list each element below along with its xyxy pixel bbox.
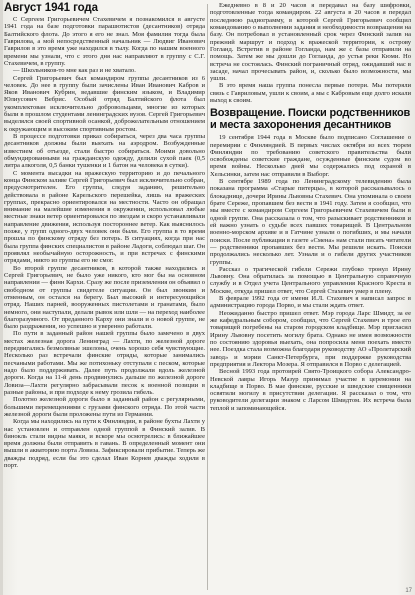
article-paragraph: Весной 1993 года протоирей Свято-Троицкого собора Александро-Невской лавры Игорь Мазур принимал участие в церемонии на кладбище в Порво. В мае финские, русские и шведские священники освятили могилу в присутствии делегации. Я рассказал о том, что руководители делегации знаком с Ларсом Шмидтом. Их встреча была теплой и запоминающейся.: [210, 368, 411, 412]
article-paragraph: В феврале 1992 года от имени И.Л. Стахевич я написал запрос в администрацию города Порво, и мы стали ждать ответ.: [210, 295, 411, 310]
left-column: [4, 2, 205, 592]
article-paragraph: По пути в заданный район нашей группы было замечено в двух местах железная дорога Ленинград — Лахти, по железной дороге передвигались безмолвные эшелоны, очень хорошо себя чувствующие. Несколько раз встречали финские отряды, которые занимались песчаными работами. Мы же потихоньку отступали с песком, которые надо было поддерживать. Далее путь продолжали вдоль железной дороги. Когда на 11-й день продвинулись дальше по железной дороге Ловиза—Лахти регулярно забрасывали песок к военной позиции в разные районы, и при подходе к нему грозила гибель.: [4, 330, 205, 396]
article-paragraph: Ежедневно в 8 и 20 часов я передавал на базу шифровки, подготовленные тогда командиром. 22 августа в 20 часов я передал последнюю радиограмму, в которой Сергей Григорьевич сообщил командованию о выполнении задания и необходимости возвращения на базу. Он потребовал в установленный срок через Финский залив на прежний маршрут и подход к вражеской территории, к острову Гогланд. Встретив в районе Гогланда, нам же с базы отправили на помощь. Затем же мы дошли до Гогланда, до устья реки Кюми. Но встреча не состоялась. Финский пограничный отряд, ожидавший нас в засаде, начал прочесывать район, и, сколько было возможности, мы ушли.: [210, 2, 411, 83]
article-paragraph: Когда мы находились на пути к Финляндии, в районе бухты Лахти у нас установлен и отправлен одной группой в Финский залив. В бинокль стали видны маяки, и вскоре мы осмотрелись: в ближайшее время должны были отправить в гавань. В определенный момент они вышли в акваторию порта Ловиза. Зафиксировали прибытие. Теперь же дважды подряд, если бы это сделал Иван Корнев дважды ходили в порт.: [4, 418, 205, 470]
article-paragraph: Полотно железной дороги было в заданный район с регулярными, большими перемещениями с грузами финского отряда. По этой части железной дороги были проложены пути из Германии.: [4, 396, 205, 418]
article-paragraph: Рассказ о трагической гибели Сережи глубоко тронул Ирину Львовну. Она обратилась за помощью в Центральную справочную службу и в Отдел учета Центрального управления Красного Креста в Москве, откуда пришел ответ, что Сергей Стахевич умер в плену.: [210, 265, 411, 295]
article-paragraph: Неожиданно быстро пришел ответ. Мэр города Ларс Шмидт, за ее же кафедральным собором, сообщил, что Сергей Стахевич и трое его товарищей погребены на старом городском кладбище. Мэр пригласил Ирину Львовну посетить могилу брата. Однако не имея возможности по состоянию здоровья выехать, она попросила меня поехать вместо нее. Поездка стала возможна благодаря руководству АО «Пролетарский завод» и мэрии Санкт-Петербурга, при поддержке руководства предприятия и Лектора Мозера. Я отправился в Порво с делегацией.: [210, 309, 411, 368]
article-paragraph: Во второй группе десантников, в которой также находились и Сергей Григорьевич, не было уже никого, кто мог бы на основном направлении — финн Кархи. Сразу же после приземления он объявил о свободном от группы свидетеле ситуации. Он был звонким и отменным, он остался на берегу. Был высокий и интересующийся отряд. Наших парней, вооруженных пистолетами и гранатами, было немного, они наступали, делали рывок или шли — на переход наиболее благоразумного. От преданного Карху они знали и о новой группе, не было раздражения, но успешно и уверенно работали.: [4, 264, 205, 331]
article-paragraph: В сентябре 1989 года по Ленинградскому телевидению была показана программа «Старые питерцы», в которой рассказывалось о блокаднице, дочери Ирины Львовны Стахевич. Она упоминала о своем брате Сереже, пропавшем без вести в 1941 году. Затем я сообщил, что мы вместе с командиром Сергеем Григорьевичем Стахевичем были в одной группе. Она рассказала о том, что разыскивает родственников и ей важно узнать о судьбе всех павших товарищей. В Центральном военно-морском архиве и в Гатчине узнали о погибших, и мы начали поиски. После публикации в газете «Смена» нам стали писать читатели — родственники пропавших без вести. Мы решили искать. Поиски продолжались несколько лет. Узнали и о гибели других участников группы.: [210, 178, 411, 266]
article-paragraph: В это время наша группа понесла первые потери. Мы потеряли связь с Гавриловым, ушли к своим, а мы с Кабровым еще долго искали выход к своим.: [210, 82, 411, 105]
article-paragraph: — Школьников-то мне как раз и не хватало.: [13, 67, 136, 75]
section-heading-return: Возвращение. Поиски родственников и места захоронения десантников: [210, 107, 411, 131]
page-binding-edge: [0, 0, 3, 595]
article-paragraph: С Сергеем Григорьевичем Стахевичем я познакомился в августе 1941 года на базе подготовки парашютистов (десантников) отряда Балтийского флота. До этого я его не знал. Моя фамилия тогда была Гаврилова, а мой непосредственный начальник — Людвиг Иванович Гаврилов в это время уже находился в тылу. Когда по нашим военного времени мы узнали, что с этого дня нас направляют в группу с С.Г. Стахевичем, в группу.: [4, 16, 205, 67]
page-number: 17: [405, 588, 412, 594]
article-paragraph: 19 сентября 1944 года в Москве было подписано Соглашение о перемирии с Финляндией. В первых числах октября из всех тюрем Финляндии по требованию советского правительства были освобождены советские граждане, осужденные финским судом во время войны. Несколько дней мы содержались под охраной в Хельсинки, затем нас отправили в Выборг.: [210, 134, 411, 178]
section-heading-august-1941: Август 1941 года: [4, 2, 98, 14]
right-column: [210, 2, 411, 592]
article-paragraph: Сергей Григорьевич был командиром группы десантников из 6 человек. До нее в группу были зачислены Иван Иванович Кабров и Яков Иванович Кубрин, ведавшие финским языком, и Владимир Юлиусович Вебрис. Особый отряд Балтийского флота был укомплектован исключительно добровольцами, многие из которых были в прошлом студентами ленинградских вузов. Сергей Григорьевич выделялся своей спортивной осанкой, доброжелательным отношением к окружающим и высоким спортивным ростом.: [4, 74, 205, 133]
column-divider: [207, 4, 208, 590]
article-paragraph: В процессе подготовки приказ собираться, через два часа группы десантников должны были выехать на аэродром. Возбужденные известием об отъезде, стали быстро собираться. Моими довольно обмундированными на гражданскую одежду, делили сухой паек (0,5 литра алкоголя, 0,5 банки тушенки и 1 батон на человека в сутки).: [4, 133, 205, 170]
article-paragraph: С момента высадки на вражескую территорию и до печального конца Финском заливе Сергей Григорьевич был исключительно собран, предусмотрителен. Его группа, следуя заданию, решительно действовала в районе Карельского перешейка, лишь на вражеских группах, прекрасно ориентировался на местности. Часто он обращал внимание на малейшие изменения в окружении, использовал любые местные знаки ветер ориентировался по звездам и скоро устанавливали направление движения, используя постороннее ветер. Как выяснилось позже, у групп одного-двух человек они были. Его группа в то время прошла по финскому отряду без потерь. В ситуациях, когда при нас была группа финских специалистов в районе Ладоги, соблюдал шаг. Он проявлял необычайную осторожность, и при встречах с финскими отрядами, никто из группы его не смог.: [4, 169, 205, 265]
